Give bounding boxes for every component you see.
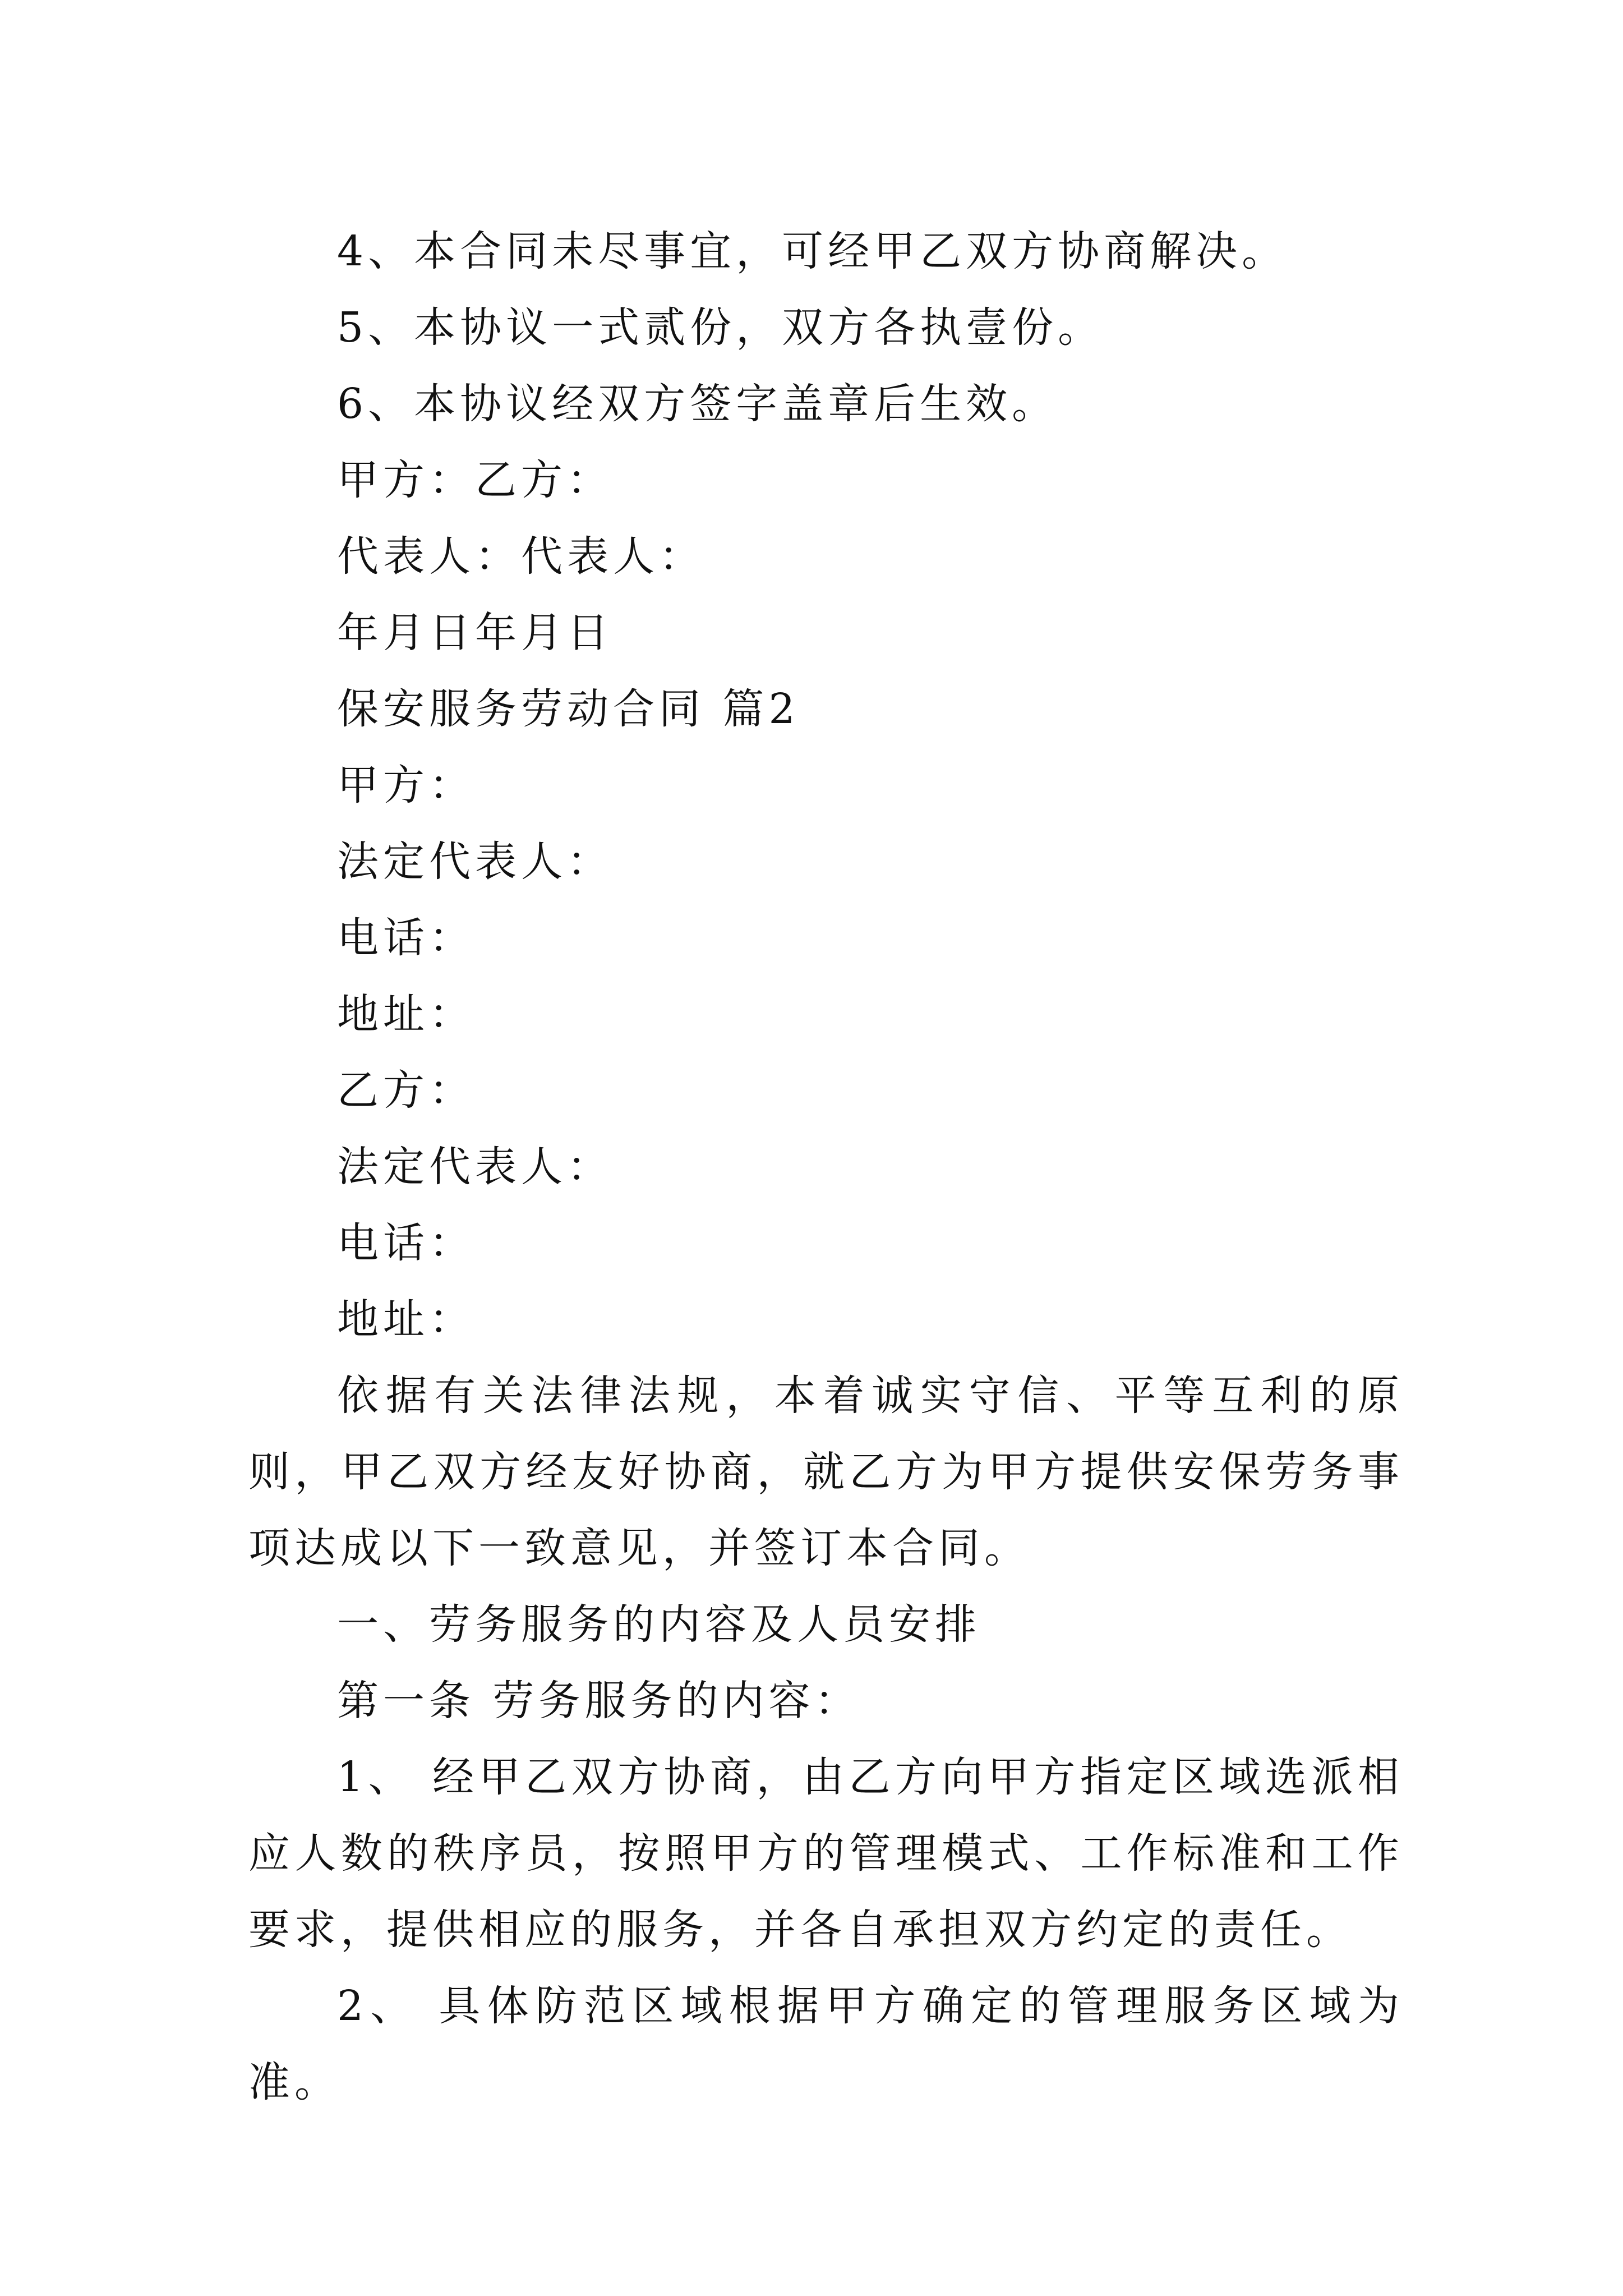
clause-4: 4、本合同未尽事宜，可经甲乙双方协商解决。 bbox=[337, 227, 1288, 275]
article-1-title: 第一条 劳务服务的内容： bbox=[337, 1677, 861, 1725]
party-b-phone: 电话： bbox=[337, 1219, 475, 1267]
party-a-label: 甲方： bbox=[337, 761, 475, 809]
chapter-1-title: 一、劳务服务的内容及人员安排 bbox=[337, 1600, 981, 1649]
article-1-item-1: 1、 经甲乙双方协商，由乙方向甲方指定区域选派相应人数的秩序员，按照甲方的管理模式、工作标准和工作要求，提供相应的服务，并各自承担双方约定的责任。 bbox=[248, 1753, 1404, 1954]
party-b-address: 地址： bbox=[337, 1295, 475, 1343]
party-a-phone: 电话： bbox=[337, 914, 475, 962]
clause-5: 5、本协议一式贰份，双方各执壹份。 bbox=[337, 303, 1104, 352]
preamble-paragraph: 依据有关法律法规，本着诚实守信、平等互利的原则，甲乙双方经友好协商，就乙方为甲方提供安保劳务事项达成以下一致意见，并签订本合同。 bbox=[248, 1372, 1404, 1572]
signature-parties: 甲方：乙方： bbox=[337, 456, 613, 504]
document-body bbox=[248, 213, 1404, 2120]
clause-6: 6、本协议经双方签字盖章后生效。 bbox=[337, 380, 1058, 428]
article-1-item-2: 2、 具体防范区域根据甲方确定的管理服务区域为准。 bbox=[248, 1982, 1404, 2106]
party-a-address: 地址： bbox=[337, 990, 475, 1038]
party-a-legal-rep: 法定代表人： bbox=[337, 838, 613, 886]
signature-dates: 年月日年月日 bbox=[337, 609, 613, 657]
party-b-label: 乙方： bbox=[337, 1066, 475, 1115]
section-title: 保安服务劳动合同 篇2 bbox=[337, 685, 800, 733]
party-b-legal-rep: 法定代表人： bbox=[337, 1143, 613, 1191]
signature-representatives: 代表人：代表人： bbox=[337, 532, 705, 581]
